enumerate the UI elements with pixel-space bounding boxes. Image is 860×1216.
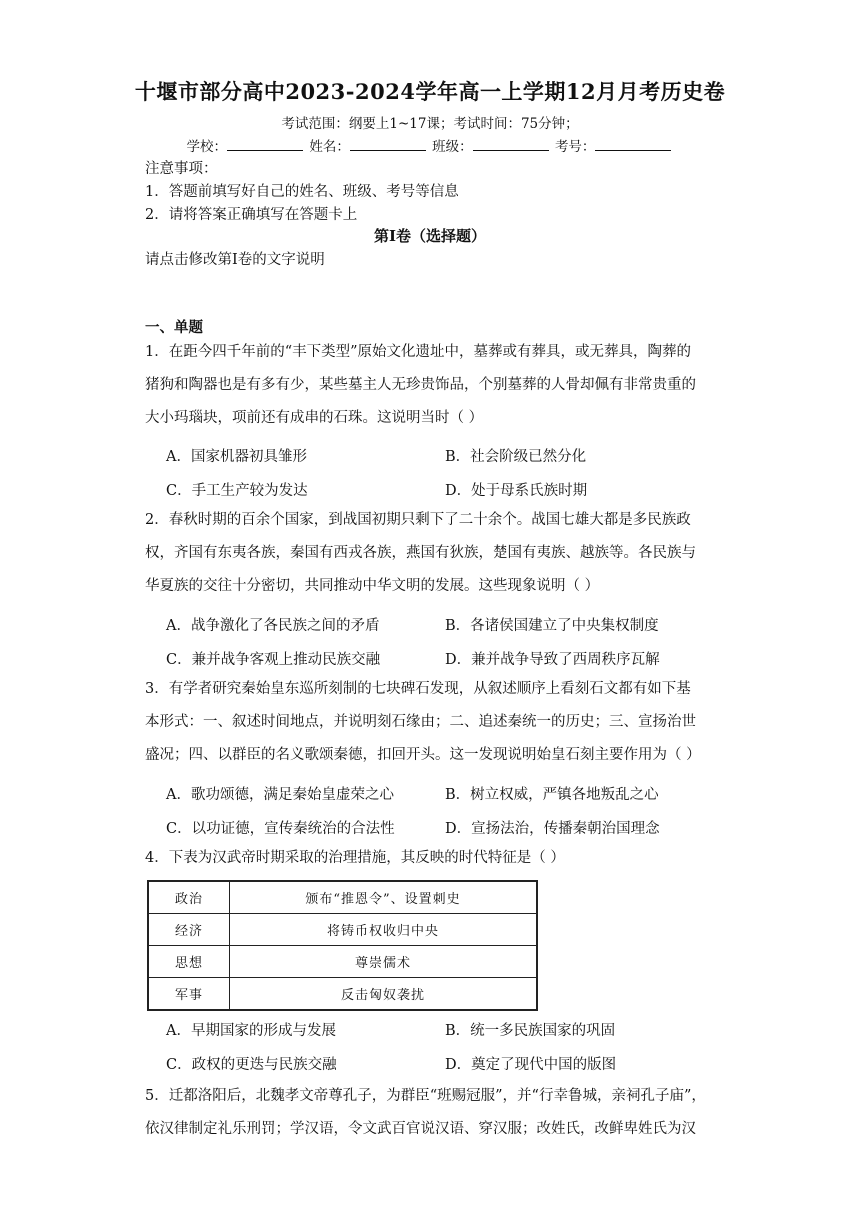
question-5: 5．迁都洛阳后，北魏孝文帝尊孔子，为群臣“班赐冠服”，并“行幸鲁城，亲祠孔子庙”， 依汉律制定礼乐刑罚；学汉语，令文武百官说汉语、穿汉服；改姓氏，改鲜卑姓氏为汉 — [145, 1088, 706, 1137]
question-1: 1．在距今四千年前的“丰下类型”原始文化遗址中，墓葬或有葬具，或无葬具，陶葬的 猪狗和陶器也是有多有少，某些墓主人无珍贵饰品，个别墓葬的人骨却佩有非常贵重的 大小玛瑙块，项前还有成串的石珠。这说明当时（ ） — [145, 344, 696, 426]
option-3b[interactable]: B．树立权威，严镇各地叛乱之心 — [445, 787, 659, 803]
table-row: 军事 反击匈奴袭扰 — [148, 978, 537, 1011]
exam-number-field[interactable] — [595, 136, 671, 151]
table-row: 思想 尊崇儒术 — [148, 946, 537, 978]
option-2b[interactable]: B．各诸侯国建立了中央集权制度 — [445, 618, 659, 634]
option-3a[interactable]: A．歌功颂德，满足秦始皇虚荣之心 — [166, 787, 394, 803]
part1-title: 第I卷（选择题） — [373, 227, 487, 245]
part1-desc[interactable]: 请点击修改第I卷的文字说明 — [145, 252, 325, 268]
section-title: 一、单题 — [145, 319, 203, 336]
class-field[interactable] — [473, 136, 549, 151]
note-item: 2．请将答案正确填写在答题卡上 — [145, 207, 358, 223]
option-1a[interactable]: A．国家机器初具雏形 — [166, 449, 307, 465]
note-item: 1．答题前填写好自己的姓名、班级、考号等信息 — [145, 184, 459, 200]
class-label: 班级： — [432, 139, 473, 155]
option-4b[interactable]: B．统一多民族国家的巩固 — [445, 1023, 616, 1039]
school-label: 学校： — [186, 139, 228, 155]
option-2d[interactable]: D．兼并战争导致了西周秩序瓦解 — [445, 652, 660, 668]
option-4c[interactable]: C．政权的更迭与民族交融 — [166, 1057, 337, 1073]
option-4a[interactable]: A．早期国家的形成与发展 — [166, 1023, 336, 1039]
exam-title: 十堰市部分高中2023-2024学年高一上学期12月月考历史卷 — [134, 79, 726, 104]
option-2c[interactable]: C．兼并战争客观上推动民族交融 — [166, 652, 381, 668]
option-1b[interactable]: B．社会阶级已然分化 — [445, 449, 587, 465]
option-1c[interactable]: C．手工生产较为发达 — [166, 483, 308, 499]
measures-table — [147, 880, 538, 1011]
option-3c[interactable]: C．以功证德，宣传秦统治的合法性 — [166, 821, 395, 837]
option-1d[interactable]: D．处于母系氏族时期 — [445, 483, 588, 499]
option-2a[interactable]: A．战争激化了各民族之间的矛盾 — [166, 618, 380, 634]
student-info-row — [0, 135, 860, 155]
notes-heading: 注意事项： — [145, 161, 218, 177]
table-row: 政治 颁布“推恩令”、设置刺史 — [148, 881, 537, 914]
option-4d[interactable]: D．奠定了现代中国的版图 — [445, 1057, 617, 1073]
table-row: 经济 将铸币权收归中央 — [148, 914, 537, 946]
name-field[interactable] — [350, 136, 426, 151]
question-3: 3．有学者研究秦始皇东巡所刻制的七块碑石发现，从叙述顺序上看刻石文都有如下基 本形式：一、叙述时间地点，并说明刻石缘由；二、追述秦统一的历史；三、宣扬治世 盛况；四、以群臣的名义歌颂秦德，扣回开头。这一发现说明始皇石刻主要作用为（ ） — [145, 681, 701, 763]
name-label: 姓名： — [309, 139, 350, 155]
question-4: 4．下表为汉武帝时期采取的治理措施，其反映的时代特征是（ ） — [145, 850, 565, 866]
school-field[interactable] — [227, 136, 303, 151]
option-3d[interactable]: D．宣扬法治，传播秦朝治国理念 — [445, 821, 660, 837]
exam-number-label: 考号： — [554, 139, 596, 155]
exam-info: 考试范围：纲要上1~17课；考试时间：75分钟； — [281, 116, 579, 132]
question-2: 2．春秋时期的百余个国家，到战国初期只剩下了二十余个。战国七雄大都是多民族政 权，齐国有东夷各族，秦国有西戎各族，燕国有狄族，楚国有夷族、越族等。各民族与 华夏族的交往十分密切，共同推动中华文明的发展。这些现象说明（ ） — [145, 512, 696, 594]
